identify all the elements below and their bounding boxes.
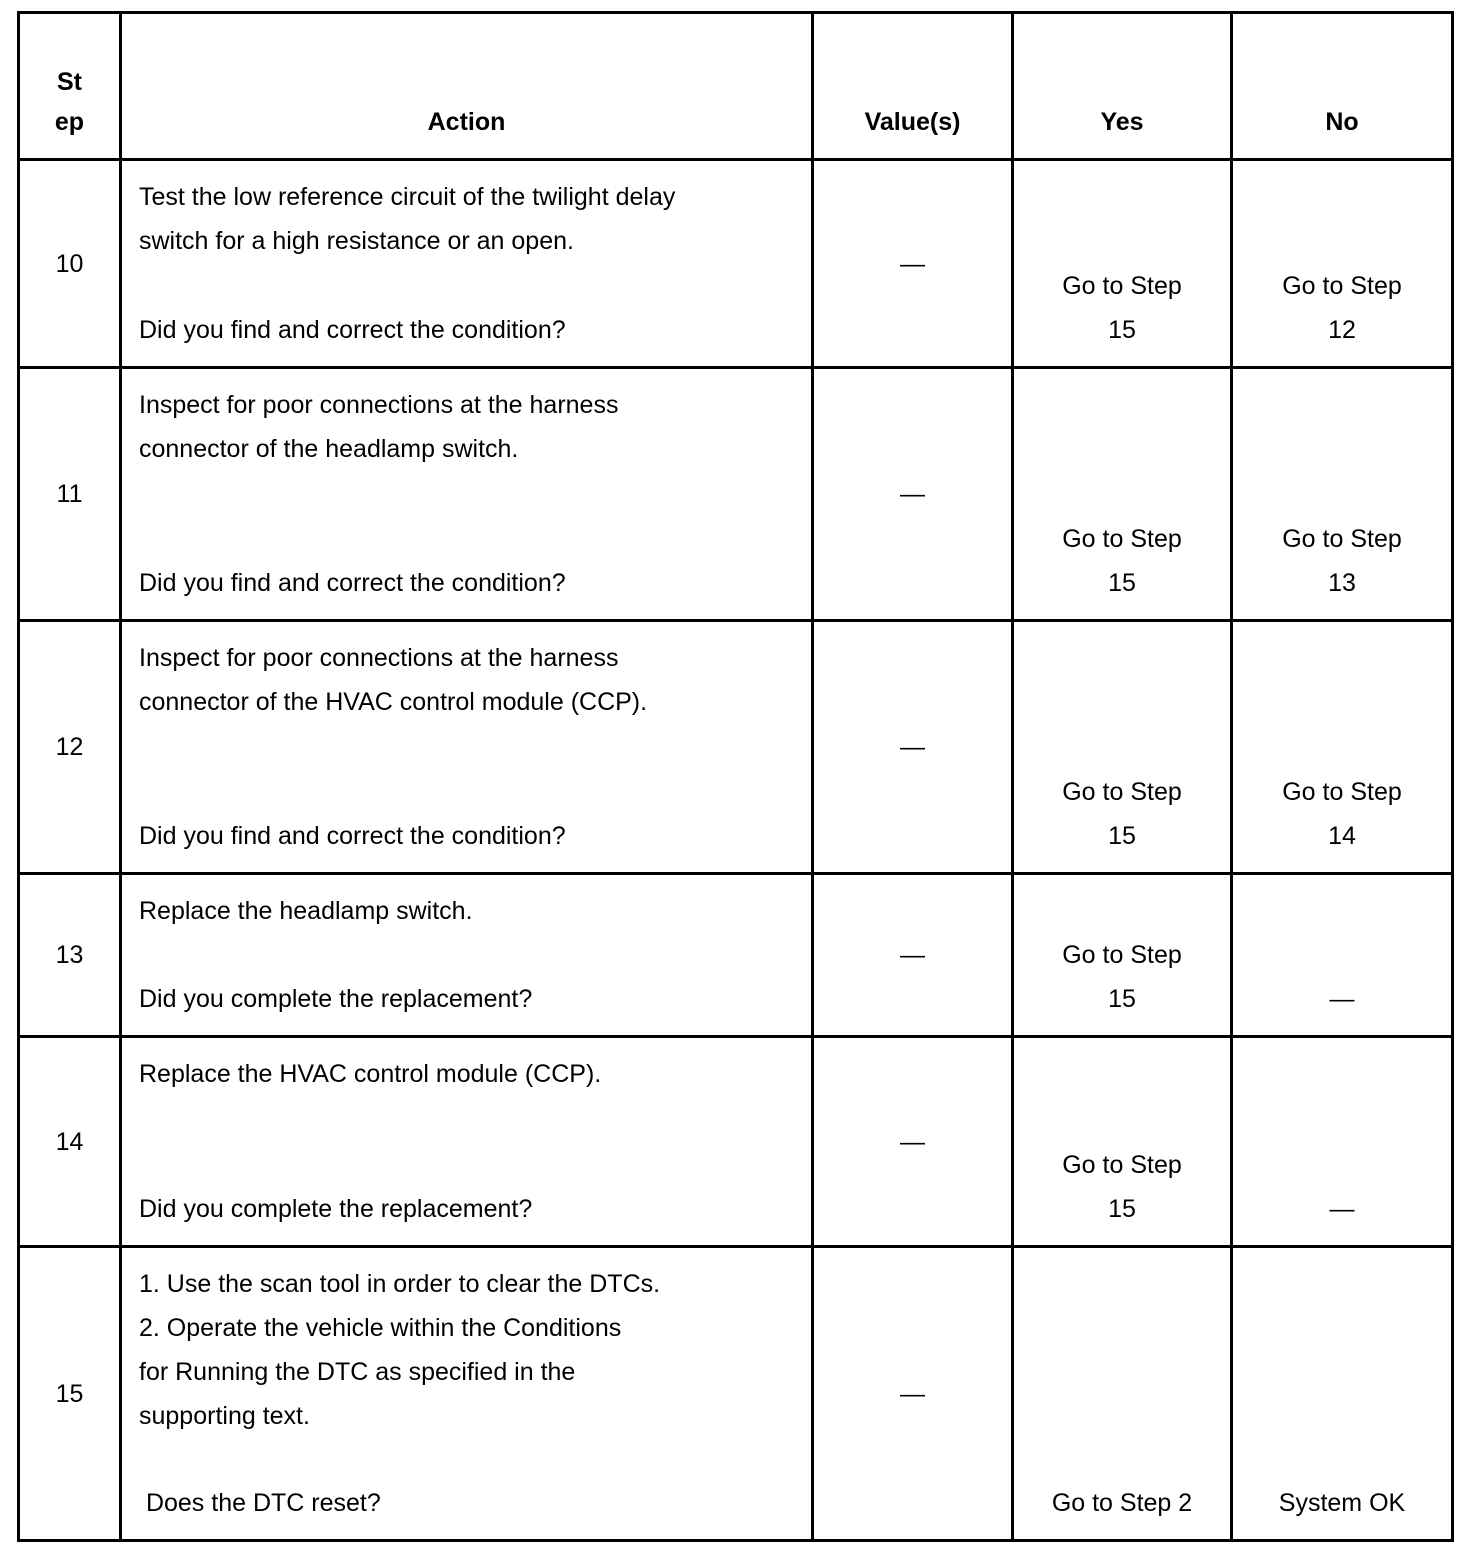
- table-row: [19, 621, 1453, 874]
- yes-cell: [1013, 621, 1232, 874]
- action-question: Did you complete the replacement?: [139, 985, 533, 1013]
- yes-text: Go to Step: [1062, 272, 1182, 300]
- header-step-line2: ep: [54, 108, 85, 136]
- value-cell: —: [813, 621, 1013, 874]
- no-text: Go to Step: [1282, 272, 1402, 300]
- header-yes: Yes: [1013, 13, 1232, 160]
- header-no: No: [1232, 13, 1453, 160]
- yes-text: 15: [1108, 985, 1136, 1013]
- action-text: 1. Use the scan tool in order to clear the DTCs.: [139, 1270, 661, 1298]
- no-cell: System OK: [1232, 1247, 1453, 1541]
- header-step: [19, 13, 121, 160]
- action-text: for Running the DTC as specified in the: [139, 1358, 576, 1386]
- no-cell: —: [1232, 1037, 1453, 1247]
- action-question: Did you find and correct the condition?: [139, 316, 566, 344]
- step-number: 15: [19, 1247, 121, 1541]
- action-cell: [121, 368, 813, 621]
- yes-text: Go to Step: [1062, 1151, 1182, 1179]
- action-text: connector of the HVAC control module (CCP).: [139, 688, 648, 716]
- yes-text: 15: [1108, 1195, 1136, 1223]
- step-number: 14: [19, 1037, 121, 1247]
- action-cell: [121, 1247, 813, 1541]
- table-row: [19, 1247, 1453, 1541]
- no-cell: —: [1232, 874, 1453, 1037]
- value-cell: —: [813, 368, 1013, 621]
- action-text: connector of the headlamp switch.: [139, 435, 519, 463]
- action-text: switch for a high resistance or an open.: [139, 227, 574, 255]
- table-row: [19, 1037, 1453, 1247]
- no-text: 14: [1328, 822, 1356, 850]
- no-cell: [1232, 160, 1453, 368]
- action-text: Replace the headlamp switch.: [139, 897, 473, 925]
- yes-text: Go to Step: [1062, 525, 1182, 553]
- table-row: [19, 368, 1453, 621]
- value-cell: —: [813, 874, 1013, 1037]
- action-question: Did you find and correct the condition?: [139, 569, 566, 597]
- header-action: Action: [121, 13, 813, 160]
- header-row: [19, 13, 1453, 160]
- action-text: Inspect for poor connections at the harness: [139, 391, 619, 419]
- header-values: Value(s): [813, 13, 1013, 160]
- action-text: supporting text.: [139, 1402, 310, 1430]
- action-question: Did you complete the replacement?: [139, 1195, 533, 1223]
- action-text: Replace the HVAC control module (CCP).: [139, 1060, 602, 1088]
- yes-text: 15: [1108, 569, 1136, 597]
- yes-cell: [1013, 1037, 1232, 1247]
- diagnostic-table: [17, 11, 1454, 1542]
- yes-text: Go to Step: [1062, 941, 1182, 969]
- step-number: 13: [19, 874, 121, 1037]
- step-number: 12: [19, 621, 121, 874]
- step-number: 11: [19, 368, 121, 621]
- yes-cell: [1013, 874, 1232, 1037]
- action-cell: [121, 1037, 813, 1247]
- yes-cell: Go to Step 2: [1013, 1247, 1232, 1541]
- action-question: Does the DTC reset?: [139, 1489, 381, 1517]
- yes-text: Go to Step: [1062, 778, 1182, 806]
- action-text: Test the low reference circuit of the twilight delay: [139, 183, 676, 211]
- yes-text: 15: [1108, 316, 1136, 344]
- step-number: 10: [19, 160, 121, 368]
- yes-cell: [1013, 368, 1232, 621]
- no-text: Go to Step: [1282, 525, 1402, 553]
- action-cell: [121, 621, 813, 874]
- no-cell: [1232, 368, 1453, 621]
- yes-text: 15: [1108, 822, 1136, 850]
- value-cell: —: [813, 1247, 1013, 1541]
- header-step-line1: St: [57, 68, 82, 96]
- no-text: Go to Step: [1282, 778, 1402, 806]
- no-cell: [1232, 621, 1453, 874]
- yes-cell: [1013, 160, 1232, 368]
- table-row: [19, 160, 1453, 368]
- action-text: Inspect for poor connections at the harness: [139, 644, 619, 672]
- action-text: 2. Operate the vehicle within the Conditions: [139, 1314, 622, 1342]
- action-cell: [121, 874, 813, 1037]
- action-cell: [121, 160, 813, 368]
- table-row: [19, 874, 1453, 1037]
- value-cell: —: [813, 160, 1013, 368]
- no-text: 12: [1328, 316, 1356, 344]
- action-question: Did you find and correct the condition?: [139, 822, 566, 850]
- no-text: 13: [1328, 569, 1356, 597]
- value-cell: —: [813, 1037, 1013, 1247]
